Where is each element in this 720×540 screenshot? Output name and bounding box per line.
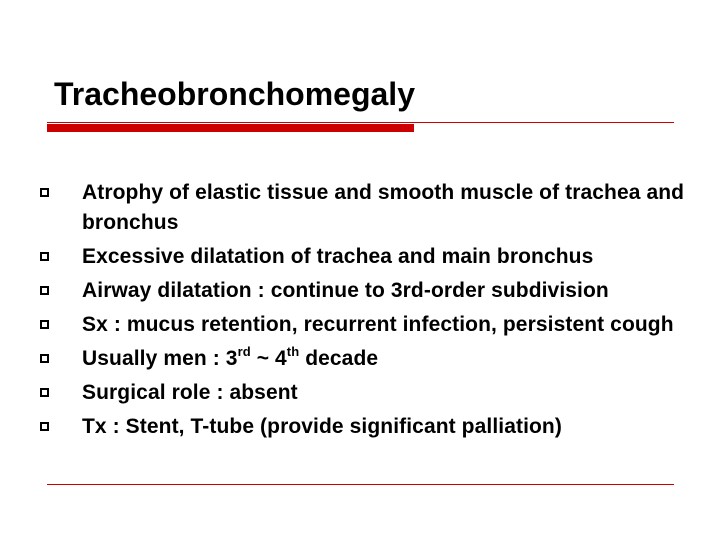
hollow-square-icon bbox=[40, 320, 49, 329]
bullet-item bbox=[40, 276, 700, 306]
bullet-text: Surgical role : absent bbox=[82, 381, 298, 404]
title-underline-thin bbox=[47, 122, 674, 123]
hollow-square-icon bbox=[40, 354, 49, 363]
bullet-item bbox=[40, 378, 700, 408]
bullet-text: Sx : mucus retention, recurrent infection, persistent cough bbox=[82, 313, 674, 336]
hollow-square-icon bbox=[40, 286, 49, 295]
hollow-square-icon bbox=[40, 188, 49, 197]
bullet-text: Tx : Stent, T-tube (provide significant palliation) bbox=[82, 415, 562, 438]
title-underline-accent bbox=[47, 124, 414, 132]
ordinal-suffix: rd bbox=[237, 344, 251, 359]
bullet-text-part: decade bbox=[299, 347, 379, 370]
ordinal-suffix: th bbox=[286, 344, 300, 359]
bullet-item bbox=[40, 344, 700, 374]
bullet-item bbox=[40, 412, 700, 442]
bullet-text: Atrophy of elastic tissue and smooth muscle of trachea and bronchus bbox=[82, 181, 685, 234]
bullet-text-part: Usually men : 3 bbox=[82, 347, 238, 370]
bullet-list bbox=[40, 178, 700, 446]
slide-title: Tracheobronchomegaly bbox=[54, 76, 415, 112]
hollow-square-icon bbox=[40, 388, 49, 397]
bullet-text: Excessive dilatation of trachea and main bronchus bbox=[82, 245, 594, 268]
hollow-square-icon bbox=[40, 252, 49, 261]
hollow-square-icon bbox=[40, 422, 49, 431]
bullet-text: Airway dilatation : continue to 3rd-order subdivision bbox=[82, 279, 609, 302]
bullet-item bbox=[40, 242, 700, 272]
bullet-item bbox=[40, 310, 700, 340]
bullet-text-part: ~ 4 bbox=[250, 347, 287, 370]
bullet-item bbox=[40, 178, 700, 238]
footer-rule bbox=[47, 484, 674, 485]
